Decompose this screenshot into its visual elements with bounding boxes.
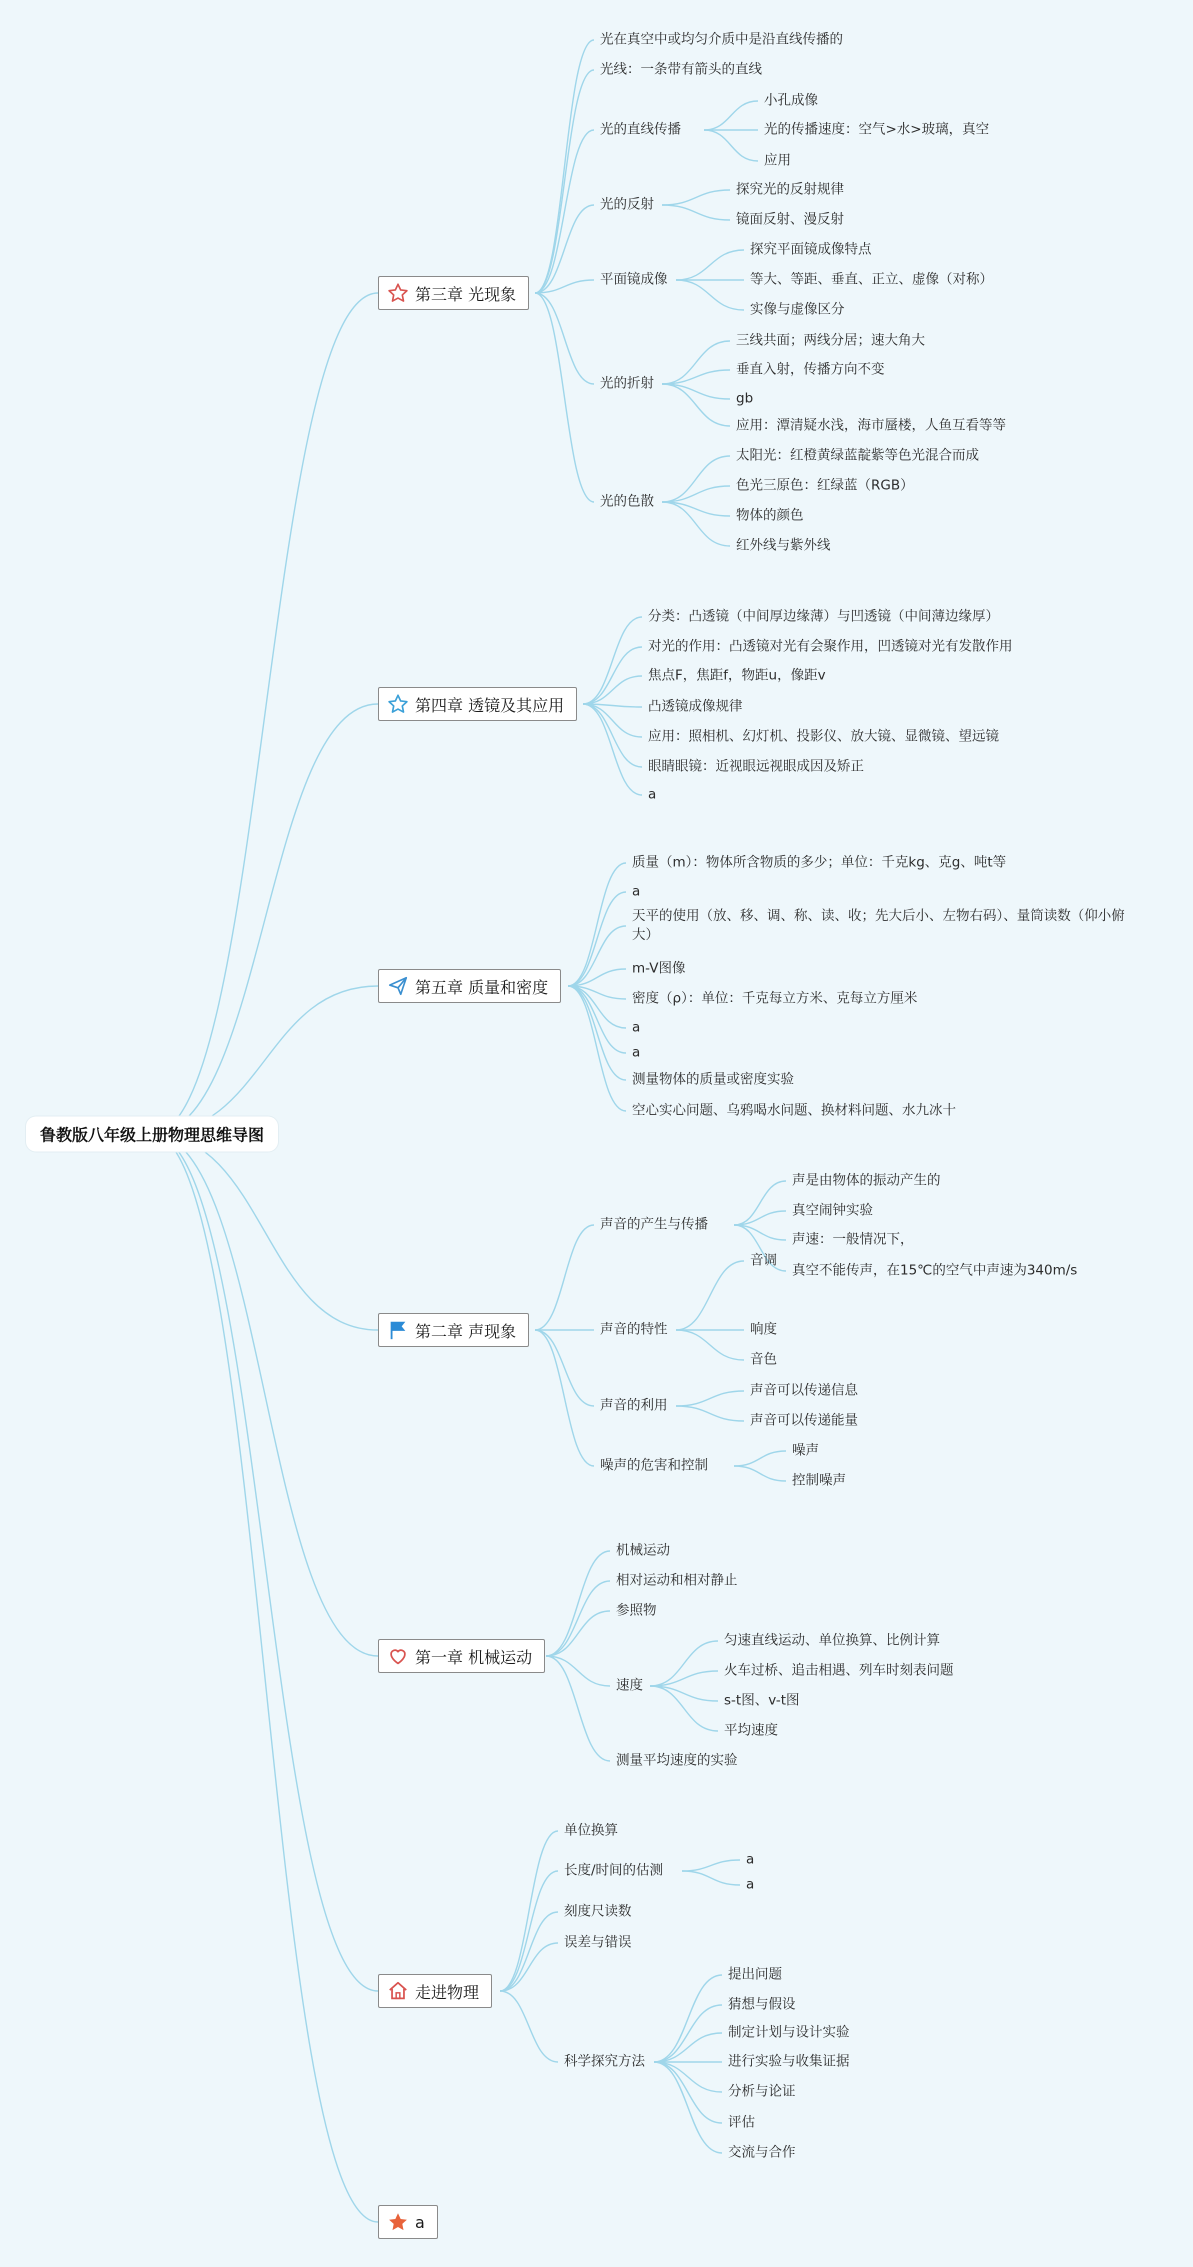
subtopic-node[interactable]: 匀速直线运动、单位换算、比例计算 xyxy=(724,1632,940,1649)
topic-node[interactable]: 长度/时间的估测 xyxy=(564,1862,664,1879)
chapter-to-topic-line xyxy=(500,1991,558,2062)
subtopic-node[interactable]: 噪声 xyxy=(792,1442,819,1459)
topic-node[interactable]: 应用：照相机、幻灯机、投影仪、放大镜、显微镜、望远镜 xyxy=(648,728,999,745)
topic-to-subtopic-line xyxy=(682,1871,740,1885)
chapter-label: 走进物理 xyxy=(415,1982,480,2002)
chapter-label: 第一章 机械运动 xyxy=(415,1647,533,1667)
topic-node[interactable]: 科学探究方法 xyxy=(564,2053,645,2070)
subtopic-node[interactable]: 小孔成像 xyxy=(764,92,818,109)
topic-node[interactable]: 光的直线传播 xyxy=(600,121,681,138)
topic-to-subtopic-line xyxy=(682,1860,740,1871)
chapter-to-topic-line xyxy=(568,986,626,1053)
chapter-label: 第四章 透镜及其应用 xyxy=(415,695,565,715)
subtopic-node[interactable]: 实像与虚像区分 xyxy=(750,301,845,318)
topic-node[interactable]: 密度（ρ）：单位：千克每立方米、克每立方厘米 xyxy=(632,990,918,1007)
subtopic-node[interactable]: 真空闹钟实验 xyxy=(792,1202,873,1219)
chapter-to-topic-line xyxy=(583,704,642,737)
chapter-to-topic-line xyxy=(568,986,626,1111)
root-to-chapter-line xyxy=(152,1134,378,1991)
topic-to-subtopic-line xyxy=(662,384,730,399)
topic-to-subtopic-line xyxy=(662,486,730,502)
chapter-to-topic-line xyxy=(500,1912,558,1991)
subtopic-node[interactable]: 三线共面；两线分居；速大角大 xyxy=(736,332,925,349)
topic-node[interactable]: 机械运动 xyxy=(616,1542,670,1559)
topic-to-subtopic-line xyxy=(676,280,744,310)
chapter-to-topic-line xyxy=(583,704,642,795)
topic-to-subtopic-line xyxy=(704,101,758,130)
topic-node[interactable]: 焦点F，焦距f，物距u，像距v xyxy=(648,667,826,684)
subtopic-node[interactable]: 镜面反射、漫反射 xyxy=(736,211,844,228)
chapter-to-topic-line xyxy=(568,863,626,986)
chapter-label: a xyxy=(415,2212,425,2232)
topic-to-subtopic-line xyxy=(734,1451,786,1466)
root-to-chapter-line xyxy=(152,1134,378,1656)
root-to-chapter-line xyxy=(152,986,378,1134)
chapter-to-topic-line xyxy=(500,1871,558,1991)
paper-plane-icon xyxy=(387,975,409,997)
subtopic-node[interactable]: 交流与合作 xyxy=(728,2144,796,2161)
chapter-to-topic-line xyxy=(535,1330,594,1466)
topic-node[interactable]: 相对运动和相对静止 xyxy=(616,1572,738,1589)
subtopic-node[interactable]: 声音可以传递能量 xyxy=(750,1412,858,1429)
topic-node[interactable]: 测量平均速度的实验 xyxy=(616,1752,738,1769)
chapter-node[interactable] xyxy=(378,1639,545,1673)
topic-node[interactable]: 天平的使用（放、移、调、称、读、收；先大后小、左物右码）、量筒读数（仰小俯大） xyxy=(632,908,1125,943)
subtopic-node[interactable]: 物体的颜色 xyxy=(736,507,804,524)
topic-to-subtopic-line xyxy=(734,1466,786,1481)
home-icon xyxy=(387,1980,409,2002)
chapter-to-topic-line xyxy=(546,1581,610,1656)
subtopic-node[interactable]: 音调 xyxy=(750,1252,777,1269)
topic-node[interactable]: 测量物体的质量或密度实验 xyxy=(632,1071,794,1088)
subtopic-node[interactable]: 控制噪声 xyxy=(792,1472,846,1489)
topic-to-subtopic-line xyxy=(662,205,730,220)
subtopic-node[interactable]: 提出问题 xyxy=(728,1966,782,1983)
topic-node[interactable]: 对光的作用：凸透镜对光有会聚作用，凹透镜对光有发散作用 xyxy=(648,638,1013,655)
subtopic-node[interactable]: 应用 xyxy=(764,152,791,169)
topic-node[interactable]: 刻度尺读数 xyxy=(564,1903,632,1920)
subtopic-node[interactable]: 探究光的反射规律 xyxy=(736,181,844,198)
subtopic-node[interactable]: 探究平面镜成像特点 xyxy=(750,241,872,258)
topic-to-subtopic-line xyxy=(654,2062,722,2123)
topic-to-subtopic-line xyxy=(654,2062,722,2153)
star-outline-icon xyxy=(387,282,409,304)
subtopic-node[interactable]: 光的传播速度：空气>水>玻璃，真空 xyxy=(764,121,990,138)
topic-to-subtopic-line xyxy=(676,1406,744,1421)
chapter-to-topic-line xyxy=(535,1330,594,1406)
root-to-chapter-line xyxy=(152,293,378,1134)
topic-node[interactable]: 质量（m）：物体所含物质的多少；单位：千克kg、克g、吨t等 xyxy=(632,854,1007,871)
chapter-to-topic-line xyxy=(583,676,642,704)
topic-node[interactable]: m-V图像 xyxy=(632,960,686,977)
topic-node[interactable]: 光的反射 xyxy=(600,196,654,213)
chapter-node[interactable] xyxy=(378,1313,529,1347)
star-outline-icon xyxy=(387,693,409,715)
subtopic-node[interactable]: a xyxy=(746,1851,755,1868)
star-filled-icon xyxy=(387,2211,409,2233)
topic-node[interactable]: 光线：一条带有箭头的直线 xyxy=(600,61,762,78)
topic-node[interactable]: 凸透镜成像规律 xyxy=(648,698,743,715)
root-to-chapter-line xyxy=(152,704,378,1134)
chapter-node[interactable] xyxy=(378,276,529,310)
chapter-node[interactable] xyxy=(378,1974,492,2008)
topic-node[interactable]: 平面镜成像 xyxy=(600,271,668,288)
topic-to-subtopic-line xyxy=(662,384,730,426)
chapter-to-topic-line xyxy=(535,1225,594,1330)
subtopic-node[interactable]: 平均速度 xyxy=(724,1722,778,1739)
subtopic-node[interactable]: 响度 xyxy=(750,1321,777,1338)
topic-node[interactable]: 噪声的危害和控制 xyxy=(600,1457,708,1474)
topic-node[interactable]: 声音的产生与传播 xyxy=(600,1216,708,1233)
chapter-node[interactable] xyxy=(378,2205,438,2239)
subtopic-node[interactable]: 火车过桥、追击相遇、列车时刻表问题 xyxy=(724,1662,954,1679)
chapter-to-topic-line xyxy=(568,892,626,986)
root-to-chapter-line xyxy=(152,1134,378,2222)
flag-icon xyxy=(387,1319,409,1341)
chapter-to-topic-line xyxy=(546,1551,610,1656)
topic-to-subtopic-line xyxy=(654,1975,722,2062)
chapter-to-topic-line xyxy=(568,986,626,1080)
topic-node[interactable]: a xyxy=(648,786,657,803)
topic-to-subtopic-line xyxy=(662,456,730,502)
topic-node[interactable]: 参照物 xyxy=(616,1602,657,1619)
chapter-to-topic-line xyxy=(583,647,642,704)
subtopic-node[interactable]: 声速：一般情况下， xyxy=(792,1231,914,1248)
topic-to-subtopic-line xyxy=(676,1391,744,1406)
chapter-to-topic-line xyxy=(535,293,594,502)
chapter-label: 第五章 质量和密度 xyxy=(415,977,549,997)
topic-to-subtopic-line xyxy=(676,1261,744,1330)
subtopic-node[interactable]: 制定计划与设计实验 xyxy=(728,2024,850,2041)
topic-to-subtopic-line xyxy=(654,2033,722,2062)
subtopic-node[interactable]: 真空不能传声，在15℃的空气中声速为340m/s xyxy=(792,1262,1078,1279)
topic-to-subtopic-line xyxy=(662,190,730,205)
topic-node[interactable]: 声音的利用 xyxy=(600,1397,668,1414)
subtopic-node[interactable]: 应用：潭清疑水浅，海市蜃楼，人鱼互看等等 xyxy=(736,417,1006,434)
subtopic-node[interactable]: 色光三原色：红绿蓝（RGB） xyxy=(736,477,914,494)
subtopic-node[interactable]: 等大、等距、垂直、正立、虚像（对称） xyxy=(750,271,993,288)
topic-node[interactable]: 误差与错误 xyxy=(564,1934,632,1951)
chapter-label: 第二章 声现象 xyxy=(415,1321,517,1341)
topic-to-subtopic-line xyxy=(704,130,758,161)
subtopic-node[interactable]: 分析与论证 xyxy=(728,2083,796,2100)
topic-to-subtopic-line xyxy=(676,1330,744,1360)
subtopic-node[interactable]: 垂直入射，传播方向不变 xyxy=(736,361,885,378)
subtopic-node[interactable]: a xyxy=(746,1876,755,1893)
chapter-node[interactable] xyxy=(378,969,561,1003)
subtopic-node[interactable]: 声是由物体的振动产生的 xyxy=(792,1172,941,1189)
subtopic-node[interactable]: s-t图、v-t图 xyxy=(724,1692,800,1709)
topic-to-subtopic-line xyxy=(676,250,744,280)
topic-node[interactable]: a xyxy=(632,883,641,900)
topic-node[interactable]: a xyxy=(632,1019,641,1036)
chapter-to-topic-line xyxy=(535,130,594,293)
heart-icon xyxy=(387,1645,409,1667)
subtopic-node[interactable]: gb xyxy=(736,390,754,407)
subtopic-node[interactable]: 评估 xyxy=(728,2114,755,2131)
topic-to-subtopic-line xyxy=(654,2062,722,2092)
subtopic-node[interactable]: 太阳光：红橙黄绿蓝靛紫等色光混合而成 xyxy=(736,447,979,464)
subtopic-node[interactable]: 音色 xyxy=(750,1351,777,1368)
subtopic-node[interactable]: 进行实验与收集证据 xyxy=(728,2053,850,2070)
topic-node[interactable]: a xyxy=(632,1044,641,1061)
topic-node[interactable]: 速度 xyxy=(616,1677,643,1694)
chapter-to-topic-line xyxy=(535,70,594,293)
topic-node[interactable]: 光的折射 xyxy=(600,375,654,392)
root-node: 鲁教版八年级上册物理思维导图 xyxy=(26,1117,278,1152)
chapter-label: 第三章 光现象 xyxy=(415,284,517,304)
chapter-node[interactable] xyxy=(378,687,577,721)
subtopic-node[interactable]: 猜想与假设 xyxy=(728,1996,796,2013)
topic-node[interactable]: 空心实心问题、乌鸦喝水问题、换材料问题、水九冰十 xyxy=(632,1102,956,1119)
topic-node[interactable]: 光的色散 xyxy=(600,493,654,510)
subtopic-node[interactable]: 声音可以传递信息 xyxy=(750,1382,858,1399)
chapter-to-topic-line xyxy=(535,293,594,384)
topic-node[interactable]: 分类：凸透镜（中间厚边缘薄）与凹透镜（中间薄边缘厚） xyxy=(648,608,999,625)
topic-node[interactable]: 光在真空中或均匀介质中是沿直线传播的 xyxy=(600,31,843,48)
subtopic-node[interactable]: 红外线与紫外线 xyxy=(736,537,831,554)
topic-node[interactable]: 声音的特性 xyxy=(600,1321,668,1338)
topic-node[interactable]: 单位换算 xyxy=(564,1822,618,1839)
topic-node[interactable]: 眼睛眼镜：近视眼远视眼成因及矫正 xyxy=(648,758,864,775)
